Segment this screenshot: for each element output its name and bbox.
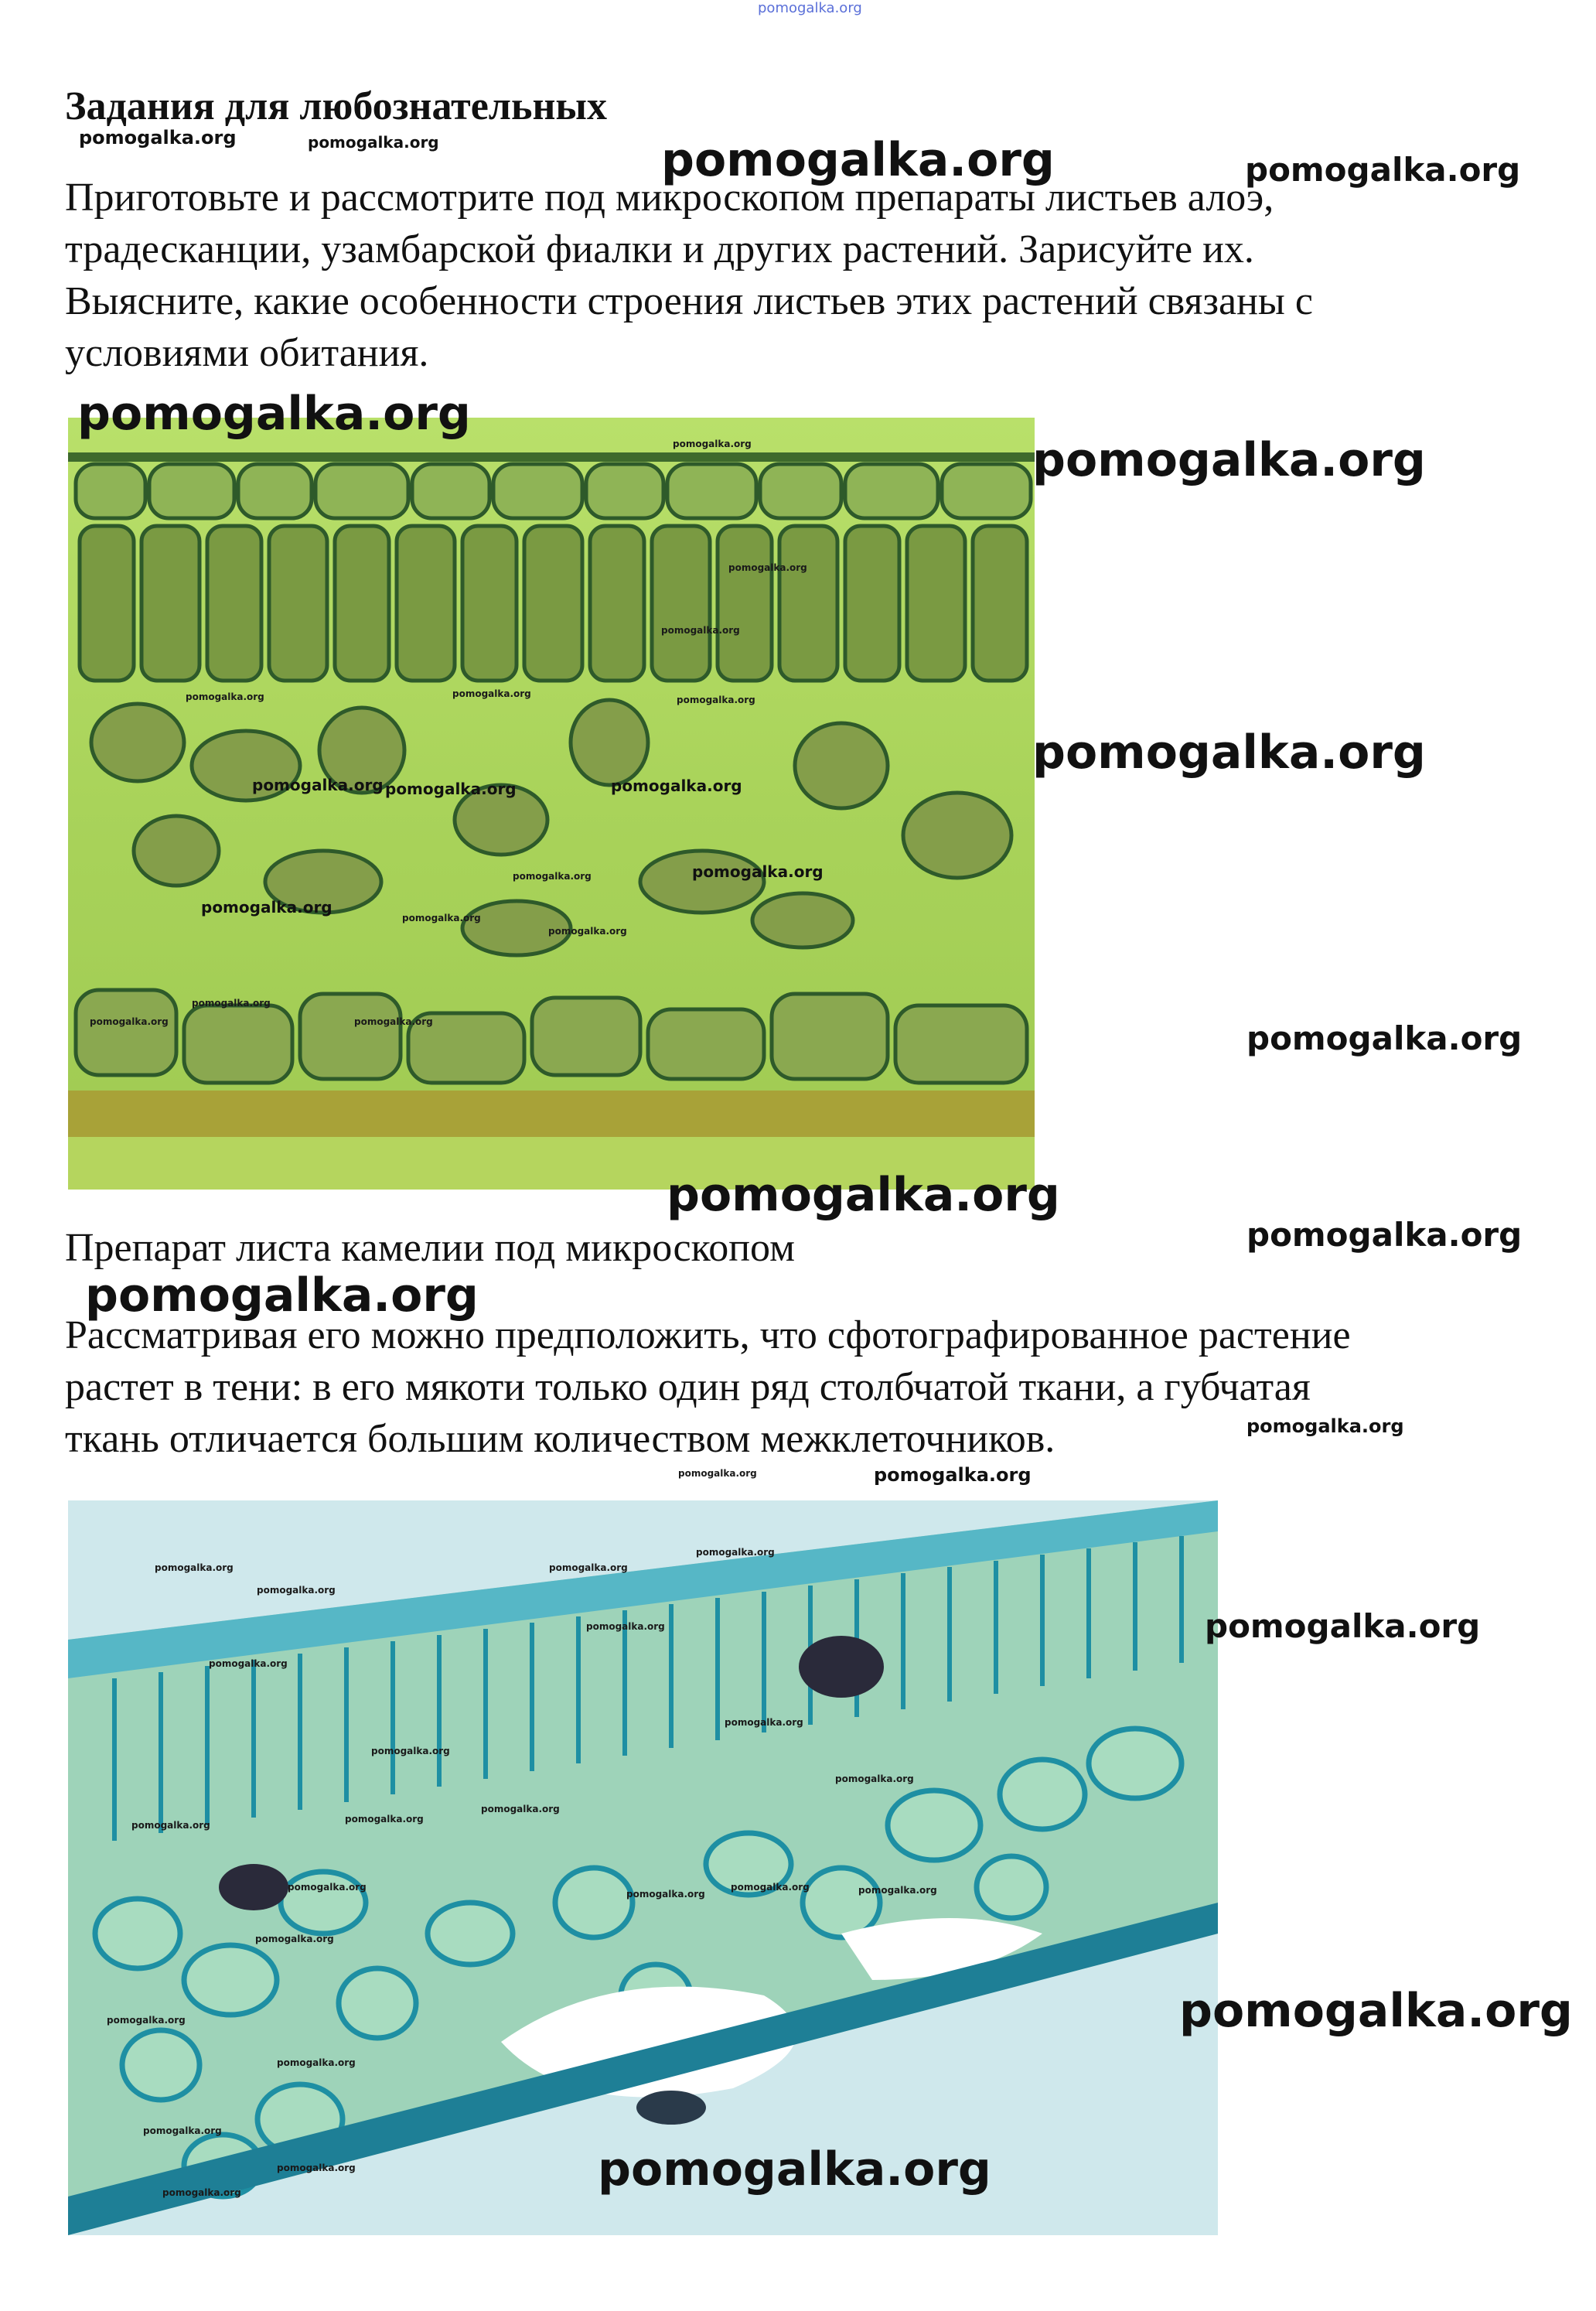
camellia-leaf-micrograph bbox=[68, 418, 1035, 1190]
watermark: pomogalka.org bbox=[731, 1882, 810, 1893]
watermark: pomogalka.org bbox=[77, 387, 471, 441]
watermark: pomogalka.org bbox=[549, 1562, 628, 1573]
task-line: условиями обитания. bbox=[65, 331, 429, 375]
watermark: pomogalka.org bbox=[131, 1820, 210, 1831]
watermark: pomogalka.org bbox=[452, 688, 531, 699]
watermark: pomogalka.org bbox=[598, 2142, 991, 2197]
answer-line: Рассматривая его можно предположить, что сфотографированное растение bbox=[65, 1313, 1351, 1357]
watermark: pomogalka.org bbox=[107, 2015, 186, 2026]
watermark: pomogalka.org bbox=[385, 780, 517, 798]
watermark: pomogalka.org bbox=[1246, 1415, 1404, 1437]
watermark: pomogalka.org bbox=[513, 871, 592, 882]
watermark: pomogalka.org bbox=[162, 2187, 241, 2198]
watermark: pomogalka.org bbox=[835, 1773, 914, 1784]
watermark: pomogalka.org bbox=[288, 1882, 367, 1893]
watermark: pomogalka.org bbox=[626, 1889, 705, 1900]
watermark: pomogalka.org bbox=[725, 1717, 803, 1728]
watermark: pomogalka.org bbox=[277, 2163, 356, 2173]
answer-paragraph bbox=[65, 1309, 1534, 1465]
watermark: pomogalka.org bbox=[277, 2057, 356, 2068]
task-line: традесканции, узамбарской фиалки и других растений. Зарисуйте их. bbox=[65, 227, 1254, 271]
watermark: pomogalka.org bbox=[255, 1934, 334, 1944]
task-paragraph bbox=[65, 172, 1534, 379]
watermark: pomogalka.org bbox=[858, 1885, 937, 1896]
watermark: pomogalka.org bbox=[192, 998, 271, 1009]
page-heading: Задания для любознательных bbox=[65, 84, 608, 128]
watermark: pomogalka.org bbox=[677, 695, 755, 705]
watermark: pomogalka.org bbox=[1179, 1984, 1573, 2038]
watermark: pomogalka.org bbox=[678, 1468, 757, 1479]
watermark: pomogalka.org bbox=[209, 1658, 288, 1669]
watermark: pomogalka.org bbox=[661, 625, 740, 636]
watermark: pomogalka.org bbox=[252, 776, 384, 794]
watermark: pomogalka.org bbox=[186, 691, 264, 702]
watermark: pomogalka.org bbox=[90, 1016, 169, 1027]
answer-line: ткань отличается большим количеством межклеточников. bbox=[65, 1417, 1055, 1461]
watermark: pomogalka.org bbox=[673, 439, 752, 449]
watermark: pomogalka.org bbox=[155, 1562, 234, 1573]
micrograph-blue-image bbox=[68, 1500, 1218, 2235]
micrograph-green-image bbox=[68, 418, 1035, 1190]
watermark: pomogalka.org bbox=[1205, 1607, 1481, 1645]
watermark: pomogalka.org bbox=[201, 898, 332, 917]
watermark: pomogalka.org bbox=[696, 1547, 775, 1558]
watermark: pomogalka.org bbox=[481, 1804, 560, 1814]
answer-line: растет в тени: в его мякоти только один ряд столбчатой ткани, а губчатая bbox=[65, 1365, 1311, 1409]
watermark: pomogalka.org bbox=[402, 913, 481, 923]
photo-caption: Препарат листа камелии под микроскопом bbox=[65, 1226, 795, 1270]
watermark: pomogalka.org bbox=[667, 1168, 1060, 1222]
watermark: pomogalka.org bbox=[1032, 725, 1426, 780]
task-line: Приготовьте и рассмотрите под микроскопом препараты листьев алоэ, bbox=[65, 176, 1274, 220]
watermark: pomogalka.org bbox=[85, 1268, 479, 1323]
watermark: pomogalka.org bbox=[548, 926, 627, 937]
watermark: pomogalka.org bbox=[661, 133, 1055, 187]
watermark-top: pomogalka.org bbox=[758, 0, 862, 16]
watermark: pomogalka.org bbox=[1245, 151, 1521, 189]
watermark: pomogalka.org bbox=[371, 1746, 450, 1756]
watermark: pomogalka.org bbox=[143, 2125, 222, 2136]
watermark: pomogalka.org bbox=[308, 133, 439, 152]
watermark: pomogalka.org bbox=[586, 1621, 665, 1632]
watermark: pomogalka.org bbox=[257, 1585, 336, 1596]
task-line: Выясните, какие особенности строения листьев этих растений связаны с bbox=[65, 279, 1313, 323]
watermark: pomogalka.org bbox=[1246, 1216, 1523, 1254]
watermark: pomogalka.org bbox=[1246, 1019, 1523, 1057]
watermark: pomogalka.org bbox=[354, 1016, 433, 1027]
leaf-micrograph-blue bbox=[68, 1500, 1218, 2235]
watermark: pomogalka.org bbox=[1032, 433, 1426, 487]
watermark: pomogalka.org bbox=[874, 1464, 1032, 1486]
watermark: pomogalka.org bbox=[611, 777, 742, 795]
watermark: pomogalka.org bbox=[692, 862, 824, 881]
watermark: pomogalka.org bbox=[79, 127, 237, 148]
watermark: pomogalka.org bbox=[345, 1814, 424, 1825]
watermark: pomogalka.org bbox=[728, 562, 807, 573]
